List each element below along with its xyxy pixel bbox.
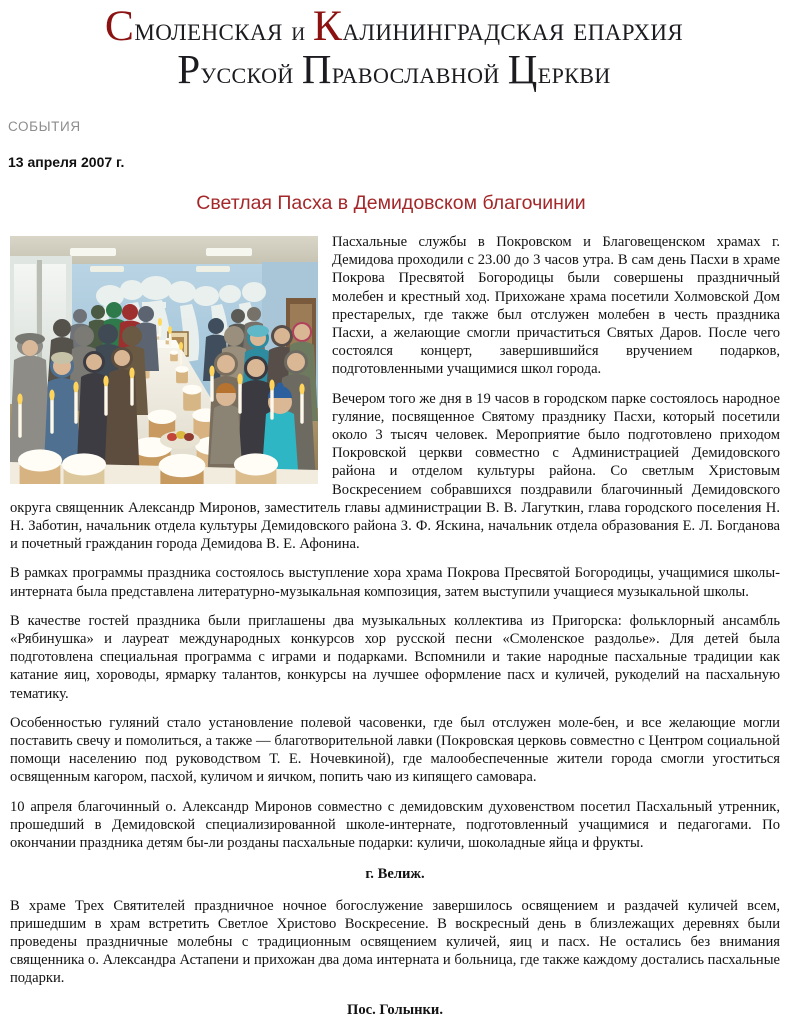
subheading-golynki: Пос. Голынки. (347, 1001, 443, 1018)
article-date: 13 апреля 2007 г. (8, 154, 125, 170)
article-paragraph: В храме Трех Святителей праздничное ночное богослужение завершилось освящением и раздачей куличей всем, пришедшим в храм встретить Светлое Христово Воскресение. В воскресный день в близлежащих деревнях были проведены праздничные молебны с традиционным освящением куличей, яиц и пасх. Не остались без внимания священника о. Александра Астапени и прихожан два дома интерната и больница, где также каждому достались пасхальные подарки. (10, 897, 780, 987)
masthead-conjunction: и (291, 15, 313, 46)
article-photo (10, 236, 318, 484)
section-label: СОБЫТИЯ (8, 119, 81, 134)
masthead-text-tserkvi: еркви (537, 55, 611, 90)
photo-illustration (10, 236, 318, 484)
subheading-velizh: г. Велиж. (365, 866, 425, 883)
masthead-dropcap-p: П (301, 47, 332, 92)
masthead-line-2 (0, 47, 788, 93)
masthead-dropcap-k: К (312, 2, 343, 50)
article-body (10, 233, 780, 1019)
masthead-dropcap-r: Р (177, 47, 201, 92)
masthead-line-1 (0, 2, 788, 53)
article-paragraph: В качестве гостей праздника были приглашены два музыкальных коллектива из Пригорска: фольклорный ансамбль «Рябинушка» и лауреат международных конкурсов хор русской песни «Смоленское раздолье». Для детей была подготовлена специальная программа с играми и подарками. Вспомнили и такие народные пасхальные традиции как катание яиц, хороводы, ярмарку талантов, конкурсы на лучшее оформление пасх и куличей, рукоделий на пасхальную тематику. (10, 612, 780, 702)
masthead-text-pravoslavnoy: равославной (331, 55, 508, 90)
masthead-dropcap-ts: Ц (507, 47, 538, 92)
page-title: Светлая Пасха в Демидовском благочинии (196, 192, 586, 214)
article-paragraph: 10 апреля благочинный о. Александр Миронов совместно с демидовским духовенством посетил Пасхальный утренник, прошедший в Демидовской специализированной школе-интернате, подготовленный учащимися и педагогами. По окончании праздника детям бы-ли розданы пасхальные подарки: куличи, шоколадные яйца и фрукты. (10, 798, 780, 852)
masthead-dropcap-s: С (104, 2, 135, 50)
article-paragraph: Пасхальные службы в Покровском и Благовещенском храмах г. Демидова проходили с 23.00 до 3 часов утра. В сам день Пасхи в храме Покрова Пресвятой Богородицы были совершены праздничный молебен и крестный ход. Прихожане храма посетили Холмовской Дом престарелых, где также был отслужен молебен в честь праздника Пасхи, а желающие смогли причаститься Святых Даров. После чего состоялся концерт, завершившийся вручением подарков, подготовленными учащимися школ города. (332, 234, 780, 378)
article-paragraph: Особенностью гуляний стало установление полевой часовенки, где был отслужен моле-бен, и все желающие могли поставить свечу и помолиться, а также — благотворительной лавки (Покровская церковь совместно с Центром социальной помощи населению под руководством Т. Е. Ночевкиной), где малообеспеченные жители города смогли угоститься освященным кагором, пасхой, куличом и яичком, попить чаю из кипящего самовара. (10, 714, 780, 786)
masthead-text-russkoy: усской (200, 55, 302, 90)
site-masthead (0, 0, 788, 93)
article-paragraph: Вечером того же дня в 19 часов в городском парке состоялось народное гуляние, посвященное Святому празднику Пасхи, который посетили около 3 тысяч человек. Мероприятие было подготовлено приходом Покровской церкви совместно с Администрацией Демидовского района и отделом культуры района. Со светлым Христовым Воскресением собравшихся поздравили благочинный Демидовского округа священник Александр Миронов, заместитель главы администрации В. В. Лагуткин, глава городского поселения Н. Н. Заботин, начальник отдела культуры Демидовского района З. Ф. Яскина, начальник отдела образования Е. Л. Богданова и почетный гражданин города Демидова В. Е. Афонина. (10, 390, 780, 553)
article-paragraph: В рамках программы праздника состоялось выступление хора храма Покрова Пресвятой Богородицы, учащимися школы-интерната была представлена литературно-музыкальная композиция, затем выступили учащиеся музыкальной школы. (10, 565, 780, 600)
masthead-text-kaliningradskaya: алининградская епархия (342, 12, 684, 48)
masthead-text-smolenskaya: моленская (134, 12, 292, 48)
